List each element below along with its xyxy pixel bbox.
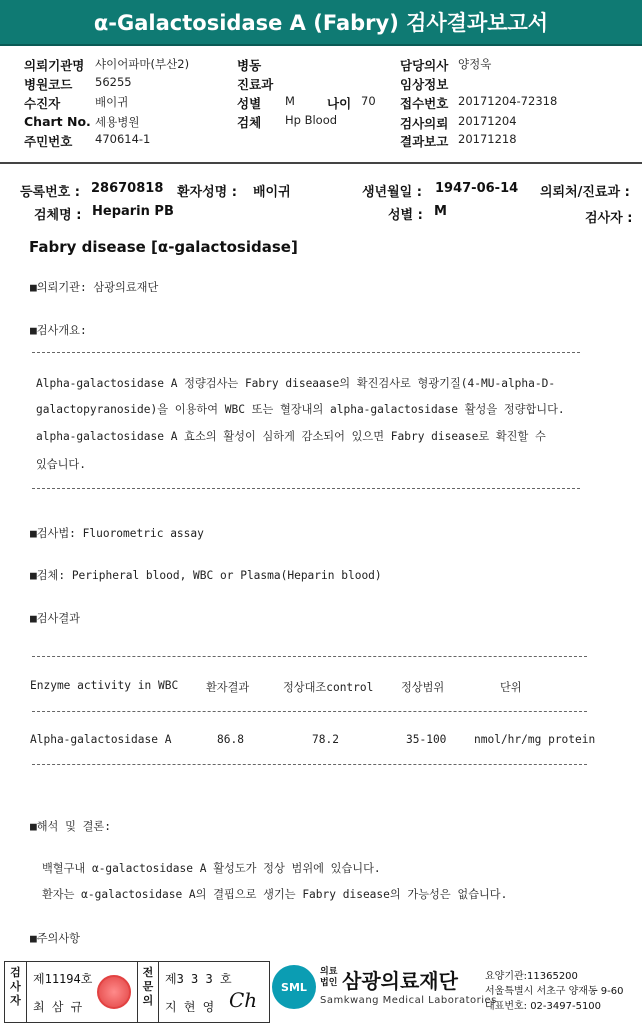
table-header-cell: 정상범위 (401, 681, 445, 694)
table-cell: 35-100 (406, 733, 447, 746)
org-code: 요양기관:11365200 (485, 971, 578, 982)
table-cell: Alpha-galactosidase A (30, 733, 172, 746)
report-title: α-Galactosidase A (Fabry) 검사결과보고서 (0, 0, 642, 46)
reg-value: 28670818 (91, 181, 164, 196)
overview-line-1: Alpha-galactosidase A 정량검사는 Fabry diseaase의 확진검사로 형광기질(4-MU-alpha-D- (36, 377, 556, 390)
org-address: 서울특별시 서초구 양재동 9-60 (485, 986, 624, 997)
divider (32, 764, 587, 765)
hosp-code-label: 병원코드 (24, 77, 73, 92)
section-title: Fabry disease [α-galactosidase] (29, 238, 298, 256)
receiver-label: 수진자 (24, 96, 61, 111)
age-label: 나이 (327, 96, 352, 111)
examiner-name: 최 삼 규 (33, 1000, 83, 1014)
table-cell: nmol/hr/mg protein (474, 733, 596, 746)
org-name: 삼광의료재단 (342, 969, 458, 993)
table-cell: 78.2 (312, 733, 339, 746)
overview-line-3: alpha-galactosidase A 효소의 활성이 심하게 감소되어 있으면 Fabry disease로 확진할 수 (36, 430, 546, 443)
table-cell: 86.8 (217, 733, 244, 746)
org-english-name: Samkwang Medical Laboratories (320, 995, 497, 1006)
specialist-vertical-label: 전문의 (137, 962, 159, 1022)
req-inst-value: 샤이어파마(부산2) (95, 57, 190, 71)
interp-line-2: 환자는 α-galactosidase A의 결핍으로 생기는 Fabry disease의 가능성은 없습니다. (42, 888, 508, 901)
specimen-line: ■검체: Peripheral blood, WBC or Plasma(Heparin blood) (30, 569, 382, 582)
signature-box (4, 961, 270, 1023)
logo-prefix: 의료 법인 (320, 967, 338, 988)
divider (32, 352, 580, 353)
table-header-cell: 정상대조control (283, 681, 374, 694)
doctor-label: 담당의사 (400, 58, 449, 73)
interp-line-1: 백혈구내 α-galactosidase A 활성도가 정상 범위에 있습니다. (42, 862, 381, 875)
overview-line-4: 있습니다. (36, 458, 86, 471)
header-divider (0, 162, 642, 164)
hosp-code-value: 56255 (95, 75, 132, 89)
examiner-vertical-label: 검사자 (5, 962, 27, 1022)
chart-label: Chart No. (24, 114, 91, 129)
patient-sex-label: 성별 : (388, 208, 423, 223)
receiver-value: 배이귀 (95, 95, 129, 109)
table-header-cell: 환자결과 (206, 681, 250, 694)
req-date-label: 검사의뢰 (400, 116, 449, 131)
accession-label: 접수번호 (400, 96, 449, 111)
divider (32, 488, 580, 489)
divider (32, 656, 587, 657)
age-value: 70 (361, 94, 376, 108)
table-header-cell: 단위 (500, 681, 522, 694)
caution-heading: ■주의사항 (30, 932, 80, 945)
interp-heading: ■해석 및 결론: (30, 820, 111, 833)
dept-label: 진료과 (237, 77, 274, 92)
ward-label: 병동 (237, 58, 262, 73)
referrer-label: 의뢰처/진료과 : (540, 185, 630, 200)
overview-line-2: galactopyranoside)을 이용하여 WBC 또는 혈장내의 alpha-galactosidase 활성을 정량합니다. (36, 403, 565, 416)
examiner-license: 제11194호 (33, 972, 93, 986)
specimen-name-value: Heparin PB (92, 204, 174, 219)
org-phone: 대표번호: 02-3497-5100 (485, 1001, 602, 1012)
examiner-label: 검사자 : (585, 211, 633, 226)
report-footer (0, 955, 642, 1027)
dob-value: 1947-06-14 (435, 181, 519, 196)
specimen-value: Hp Blood (285, 113, 338, 127)
divider (32, 711, 587, 712)
signature: Ch (229, 988, 258, 1012)
report-header (0, 50, 642, 162)
rrn-value: 470614-1 (95, 132, 151, 146)
sml-logo-icon: SML (272, 965, 316, 1009)
reg-label: 등록번호 : (20, 185, 80, 200)
accession-value: 20171204-72318 (458, 94, 558, 108)
specimen-name-label: 검체명 : (34, 208, 82, 223)
dob-label: 생년월일 : (362, 185, 422, 200)
overview-heading: ■검사개요: (30, 324, 87, 337)
report-date-label: 결과보고 (400, 134, 449, 149)
doctor-value: 양정욱 (458, 57, 492, 71)
sex-value: M (285, 94, 295, 108)
specialist-license: 제3 3 3 호 (165, 972, 232, 986)
clinical-label: 임상정보 (400, 77, 449, 92)
inst-line: ■의뢰기관: 삼광의료재단 (30, 281, 159, 294)
patient-info (0, 172, 642, 230)
name-value: 배이귀 (253, 185, 291, 200)
results-heading: ■검사결과 (30, 612, 80, 625)
chart-value: 세용병원 (95, 115, 140, 129)
method-line: ■검사법: Fluorometric assay (30, 527, 204, 540)
name-label: 환자성명 : (177, 185, 237, 200)
patient-sex-value: M (434, 204, 447, 219)
rrn-label: 주민번호 (24, 134, 73, 149)
req-inst-label: 의뢰기관명 (24, 58, 85, 73)
sex-label: 성별 (237, 96, 262, 111)
table-header-cell: Enzyme activity in WBC (30, 679, 179, 692)
specialist-name: 지 현 영 (165, 1000, 215, 1014)
specimen-label: 검체 (237, 115, 262, 130)
seal-stamp-icon (97, 975, 131, 1009)
req-date-value: 20171204 (458, 114, 517, 128)
report-date-value: 20171218 (458, 132, 517, 146)
